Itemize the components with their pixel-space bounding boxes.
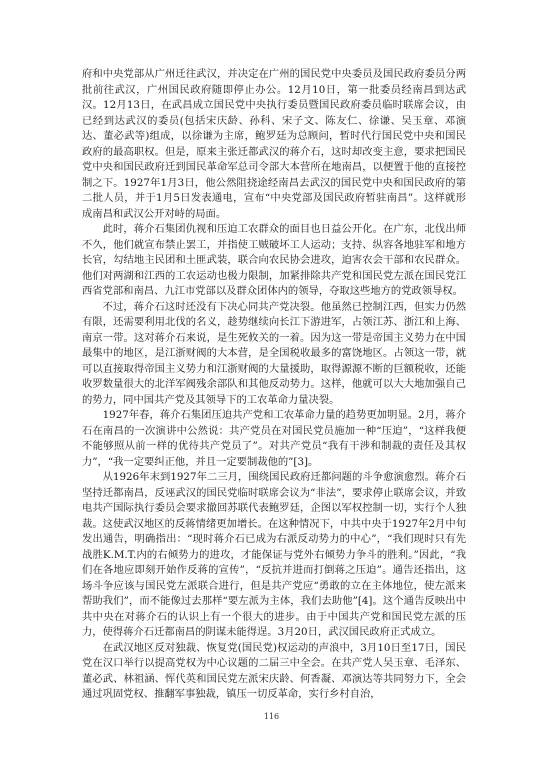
paragraph: 1927年春，蒋介石集团压迫共产党和工农革命力量的趋势更加明显。2月，蒋介石在南昌的一次演讲中公然说：共产党员在对国民党员施加一种“压迫”，“这样我便不能够照从前一样的优待共产党员了”。对共产党员“我有干涉和制裁的责任及其权力”，“我一定要纠正他，并且一定要制裁他的”[3]。 (82, 409, 466, 468)
body-text (82, 67, 466, 703)
paragraph: 从1926年末到1927年二三月，围绕国民政府迁都问题的斗争愈演愈烈。蒋介石坚持迁都南昌，反诬武汉的国民党临时联席会议为“非法”，要求停止联席会议，并致电共产国际执行委员会要求撤回苏联代表鲍罗廷，企图以军权控制一切，实行个人独裁。这使武汉地区的反蒋情绪更加增长。在这种情况下，中共中央于1927年2月中旬发出通告，明确指出：“现时蒋介石已成为右派反动势力的中心”，“我们现时只有先战胜K.M.T.内的右倾势力的进攻，才能保证与党外右倾势力争斗的胜利。”因此，“我们在各地应即刻开始作反蒋的宣传”，“反抗并进而打倒蒋之压迫”。通告还指出，这场斗争应该与国民党左派联合进行，但是共产党应“勇敢的立在主体地位，使左派来帮助我们”，而不能像过去那样“要左派为主体，我们去助他”[4]。这个通告反映出中共中央在对蒋介石的认识上有一个很大的进步。由于中国共产党和国民党左派的压力，使得蒋介石迁都南昌的阴谋未能得逞。3月20日，武汉国民政府正式成立。 (82, 471, 466, 638)
paragraph: 府和中央党部从广州迁往武汉，并决定在广州的国民党中央委员及国民政府委员分两批前往武汉，广州国民政府随即停止办公。12月10日，第一批委员经南昌到达武汉。12月13日，在武昌成立国民党中央执行委员暨国民政府委员临时联席会议，由已经到达武汉的委员(包括宋庆龄、孙科、宋子文、陈友仁、徐谦、吴玉章、邓演达、董必武等)组成，以徐谦为主席，鲍罗廷为总顾问，暂时代行国民党中央和国民政府的最高职权。但是，原来主张迁都武汉的蒋介石，这时却改变主意，要求把国民党中央和国民政府迁到国民革命军总司令部大本营所在地南昌，以便置于他的直接控制之下。1927年1月3日，他公然阻挠途经南昌去武汉的国民党中央和国民政府的第二批人员，并于1月5日发表通电，宣布“中央党部及国民政府暂驻南昌”。这样就形成南昌和武汉公开对峙的局面。 (82, 68, 466, 220)
paragraph: 在武汉地区反对独裁、恢复党(国民党)权运动的声浪中，3月10日至17日，国民党在汉口举行以提高党权为中心议题的二届三中全会。在共产党人吴玉章、毛泽东、董必武、林祖涵、恽代英和国民党左派宋庆龄、何香凝、邓演达等共同努力下，全会通过巩固党权、推翻军事独裁，镇压一切反革命，实行乡村自治， (82, 641, 466, 700)
page-number: 116 (263, 712, 280, 721)
paragraph: 此时，蒋介石集团仇视和压迫工农群众的面目也日益公开化。在广东，北伐出师不久，他们就宣布禁止罢工，并指使工贼破坏工人运动；支持、纵容各地驻军和地方长官，勾结地主民团和土匪武装，联合向农民协会进攻，迫害农会干部和农民群众。他们对两湖和江西的工农运动也极力限制，加紧排除共产党和国民党左派在国民党江西省党部和南昌、九江市党部以及群众团体内的领导，夺取这些地方的党政领导权。 (82, 223, 466, 297)
paragraph: 不过，蒋介石这时还没有下决心同共产党决裂。他虽然已控制江西，但实力仍然有限，还需要利用北伐的名义，趁势继续向长江下游进军，占领江苏、浙江和上海、南京一带。这对蒋介石来说，是生死攸关的一着。因为这一带是帝国主义势力在中国最集中的地区，是江浙财阀的大本营，是全国税收最多的富饶地区。占领这一带，就可以直接取得帝国主义势力和江浙财阀的大量援助，取得源源不断的巨额税收，还能收罗数量很大的北洋军阀残余部队和其他反动势力。这样，他就可以大大地加强自己的势力，同中国共产党及其领导下的工农革命力量决裂。 (82, 300, 466, 406)
